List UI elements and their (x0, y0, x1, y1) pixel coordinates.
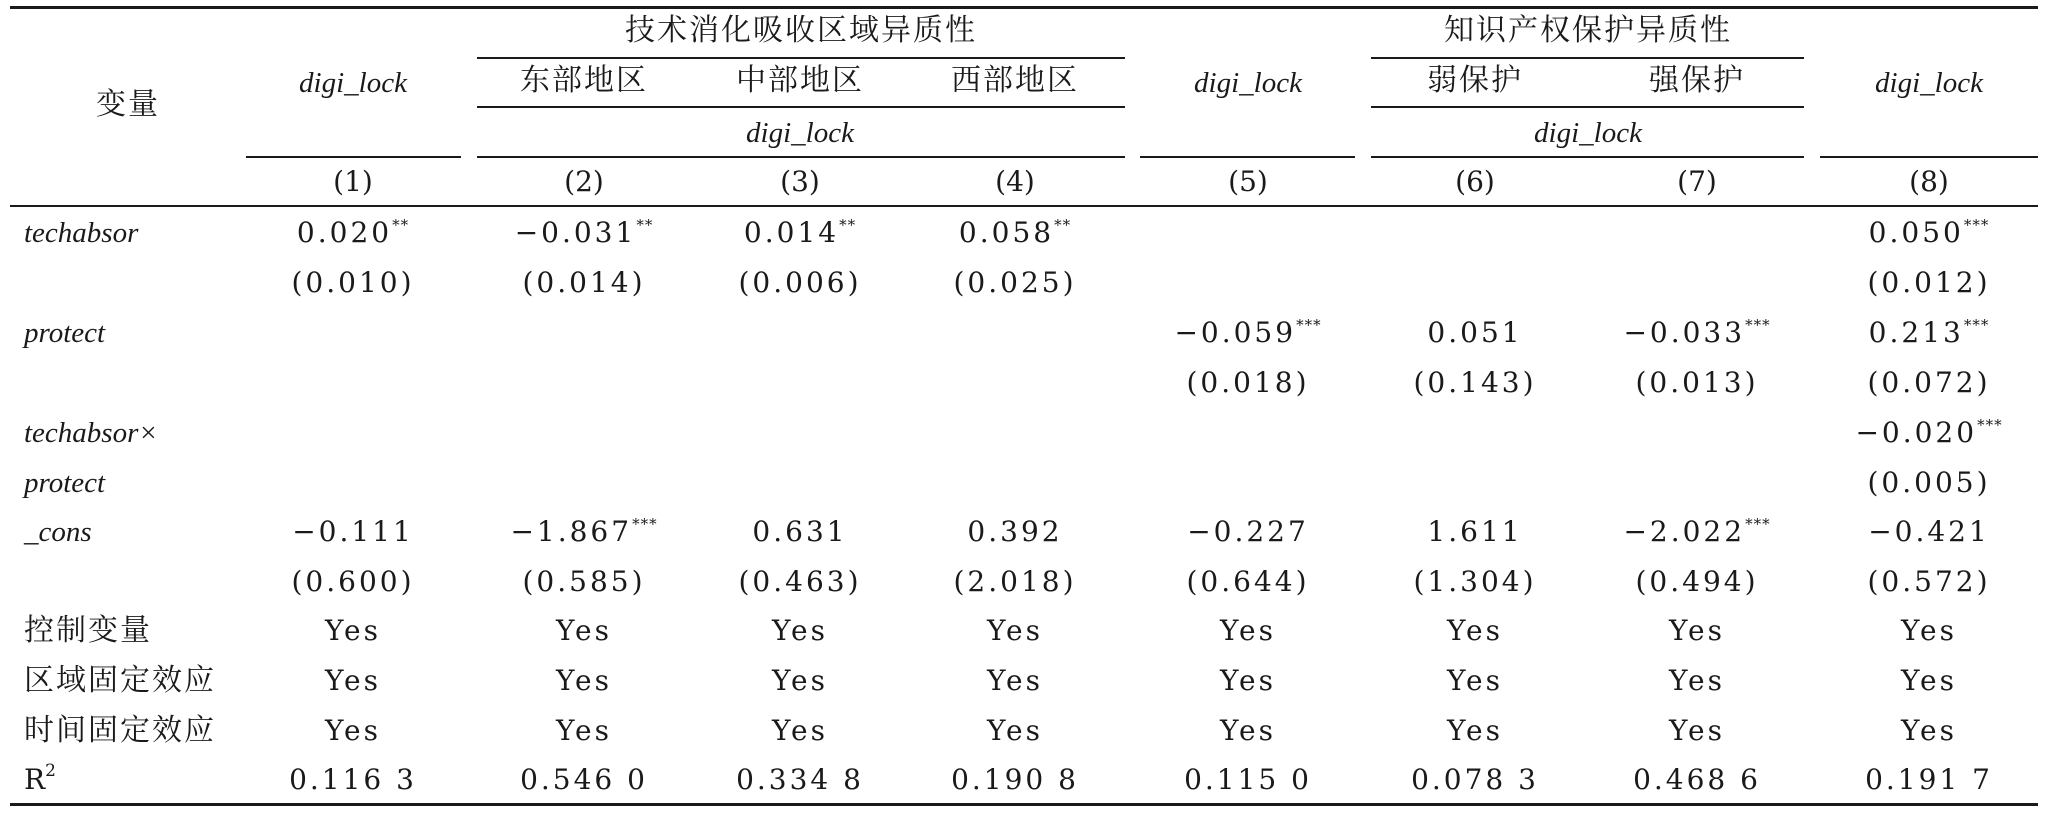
cell-value: 0.546 0 (520, 763, 648, 796)
significance-stars: *** (1977, 416, 2003, 434)
row-label-controls: 控制变量 (24, 613, 152, 648)
significance-stars: *** (632, 515, 658, 533)
cell-value: Yes (987, 714, 1043, 747)
cell-value: Yes (556, 664, 612, 697)
cell-value: −0.020 (1855, 416, 1978, 449)
coef-cell (1869, 216, 1990, 250)
coef-cell (1427, 316, 1522, 350)
col-number: (6) (1455, 165, 1495, 198)
r2-cell (736, 763, 864, 797)
cell-value: 0.020 (296, 216, 393, 249)
cell-value: Yes (325, 714, 381, 747)
yes-cell (987, 714, 1043, 748)
col5-dep-var: digi_lock (1194, 67, 1302, 99)
col-number: (7) (1677, 165, 1717, 198)
yes-cell (556, 714, 612, 748)
cell-value: (0.494) (1635, 565, 1759, 598)
group2-rule (1371, 57, 1804, 59)
cell-value: −0.421 (1868, 515, 1990, 548)
se-cell (1867, 266, 1990, 300)
cell-value: Yes (325, 614, 381, 647)
se-cell (291, 565, 414, 599)
cell-value: Yes (1447, 714, 1503, 747)
group1-rule (477, 57, 1125, 59)
cell-value: 0.190 8 (951, 763, 1079, 796)
yes-cell (1901, 614, 1957, 648)
cell-value: −0.111 (292, 515, 414, 548)
coef-cell (1868, 515, 1990, 549)
cell-value: Yes (1669, 664, 1725, 697)
r2-cell (951, 763, 1079, 797)
coef-cell (967, 515, 1062, 549)
col7-subheader: 强保护 (1649, 63, 1745, 98)
col2-subheader: 东部地区 (520, 63, 648, 98)
yes-cell (325, 714, 381, 748)
yes-cell (1447, 714, 1503, 748)
yes-cell (1669, 614, 1725, 648)
significance-stars: *** (1963, 316, 1990, 334)
col8-rule (1820, 156, 2038, 158)
cell-value: (0.010) (291, 266, 415, 299)
row-label-r2 (24, 763, 57, 797)
se-cell (738, 565, 861, 599)
cell-value: (0.600) (291, 565, 415, 598)
cell-value: Yes (1220, 614, 1276, 647)
group1-subrule (477, 106, 1125, 108)
bottom-rule (10, 803, 2038, 806)
cell-value: −0.031 (514, 216, 637, 249)
significance-stars: ** (636, 216, 654, 234)
coef-cell (1623, 316, 1770, 350)
cell-value: (0.006) (738, 266, 862, 299)
yes-cell (556, 614, 612, 648)
coef-cell (744, 216, 856, 250)
coef-cell (1187, 515, 1309, 549)
r2-cell (1184, 763, 1312, 797)
group1-colnum-rule (477, 156, 1125, 158)
row-label-region-fe: 区域固定效应 (24, 663, 216, 698)
significance-stars: *** (1296, 316, 1322, 334)
cell-value: Yes (987, 664, 1043, 697)
cell-value: (0.012) (1867, 266, 1991, 299)
coef-cell (752, 515, 847, 549)
cell-value: (0.072) (1867, 366, 1991, 399)
se-cell (522, 565, 645, 599)
cell-value: 0.468 6 (1633, 763, 1761, 796)
significance-stars: *** (1745, 515, 1771, 533)
cell-value: 0.051 (1427, 316, 1523, 349)
top-rule (10, 6, 2038, 9)
se-cell (738, 266, 861, 300)
yes-cell (1220, 614, 1276, 648)
se-cell (953, 565, 1076, 599)
col-number: (1) (333, 165, 373, 198)
col-number: (3) (780, 165, 820, 198)
cell-value: (0.005) (1867, 466, 1991, 499)
cell-value: Yes (1901, 714, 1957, 747)
cell-value: (0.585) (522, 565, 646, 598)
yes-cell (1901, 714, 1957, 748)
coef-cell (1427, 515, 1522, 549)
yes-cell (1447, 664, 1503, 698)
r2-cell (1865, 763, 1993, 797)
yes-cell (1669, 714, 1725, 748)
cell-value: 0.116 3 (289, 763, 417, 796)
coef-cell (1174, 316, 1321, 350)
group1-title: 技术消化吸收区域异质性 (625, 13, 977, 48)
se-cell (1635, 565, 1758, 599)
cell-value: −0.059 (1174, 316, 1297, 349)
row-label-time-fe: 时间固定效应 (24, 713, 216, 748)
row-label-interaction-cont: protect (24, 467, 106, 499)
group1-dep-var: digi_lock (746, 117, 854, 149)
cell-value: Yes (556, 614, 612, 647)
cell-value: −2.022 (1623, 515, 1746, 548)
cell-value: 0.392 (967, 515, 1063, 548)
se-cell (522, 266, 645, 300)
r2-cell (1633, 763, 1761, 797)
cell-value: 0.078 3 (1411, 763, 1539, 796)
r2-cell (1411, 763, 1539, 797)
cell-value: Yes (1669, 714, 1725, 747)
cell-value: 0.050 (1868, 216, 1964, 249)
cell-value: Yes (1669, 614, 1725, 647)
significance-stars: *** (1963, 216, 1990, 234)
yes-cell (987, 614, 1043, 648)
coef-cell (1855, 416, 2002, 450)
coef-cell (1869, 316, 1990, 350)
yes-cell (1669, 664, 1725, 698)
se-cell (1635, 366, 1758, 400)
cell-value: −1.867 (510, 515, 633, 548)
cell-value: Yes (772, 664, 828, 697)
se-cell (1413, 366, 1536, 400)
cell-value: Yes (1447, 614, 1503, 647)
yes-cell (772, 714, 828, 748)
col-number: (5) (1228, 165, 1268, 198)
header-bottom-rule (10, 205, 2038, 207)
col8-dep-var: digi_lock (1875, 67, 1983, 99)
col6-subheader: 弱保护 (1427, 63, 1523, 98)
yes-cell (1220, 714, 1276, 748)
cell-value: 0.191 7 (1865, 763, 1993, 796)
col3-subheader: 中部地区 (736, 63, 864, 98)
coef-cell (959, 216, 1071, 250)
se-cell (1867, 565, 1990, 599)
cell-value: Yes (772, 714, 828, 747)
cell-value: (0.018) (1186, 366, 1310, 399)
significance-stars: *** (1745, 316, 1771, 334)
se-cell (1867, 466, 1990, 500)
cell-value: Yes (1447, 664, 1503, 697)
yes-cell (1220, 664, 1276, 698)
col-number: (4) (995, 165, 1035, 198)
cell-value: Yes (1901, 614, 1957, 647)
cell-value: −0.033 (1623, 316, 1746, 349)
cell-value: 0.631 (752, 515, 848, 548)
row-label-protect: protect (24, 317, 106, 349)
cell-value: Yes (1220, 664, 1276, 697)
coef-cell (292, 515, 414, 549)
col1-dep-var: digi_lock (299, 67, 407, 99)
se-cell (1186, 565, 1309, 599)
row-label-cons: _cons (24, 516, 92, 548)
se-cell (1186, 366, 1309, 400)
cell-value: (0.013) (1635, 366, 1759, 399)
cell-value: (0.572) (1867, 565, 1991, 598)
yes-cell (1447, 614, 1503, 648)
se-cell (1867, 366, 1990, 400)
coef-cell (515, 216, 654, 250)
significance-stars: ** (392, 216, 410, 234)
yes-cell (1901, 664, 1957, 698)
col1-rule (246, 156, 461, 158)
col5-rule (1140, 156, 1355, 158)
yes-cell (325, 614, 381, 648)
cell-value: Yes (325, 664, 381, 697)
cell-value: 0.334 8 (736, 763, 864, 796)
yes-cell (772, 664, 828, 698)
yes-cell (556, 664, 612, 698)
col4-subheader: 西部地区 (951, 63, 1079, 98)
yes-cell (772, 614, 828, 648)
r2-superscript: 2 (45, 761, 57, 781)
cell-value: (0.143) (1413, 366, 1537, 399)
col-number: (2) (564, 165, 604, 198)
cell-value: Yes (1901, 664, 1957, 697)
r2-base: R (24, 763, 46, 796)
coef-cell (297, 216, 409, 250)
group2-title: 知识产权保护异质性 (1444, 13, 1732, 48)
yes-cell (325, 664, 381, 698)
row-label-techabsor: techabsor (24, 217, 139, 249)
row-label-interaction: techabsor× (24, 417, 158, 449)
cell-value: (0.644) (1186, 565, 1310, 598)
r2-cell (289, 763, 417, 797)
cell-value: (1.304) (1413, 565, 1537, 598)
cell-value: Yes (556, 714, 612, 747)
cell-value: 1.611 (1427, 515, 1523, 548)
cell-value: (0.025) (953, 266, 1077, 299)
significance-stars: ** (839, 216, 857, 234)
yes-cell (987, 664, 1043, 698)
group2-subrule (1371, 106, 1804, 108)
cell-value: 0.014 (743, 216, 840, 249)
significance-stars: ** (1054, 216, 1072, 234)
cell-value: Yes (772, 614, 828, 647)
cell-value: Yes (1220, 714, 1276, 747)
cell-value: 0.213 (1868, 316, 1964, 349)
cell-value: Yes (987, 614, 1043, 647)
se-cell (291, 266, 414, 300)
cell-value: −0.227 (1187, 515, 1309, 548)
group2-dep-var: digi_lock (1534, 117, 1642, 149)
cell-value: 0.058 (958, 216, 1055, 249)
cell-value: (0.463) (738, 565, 862, 598)
coef-cell (510, 515, 657, 549)
col-number: (8) (1909, 165, 1949, 198)
se-cell (953, 266, 1076, 300)
cell-value: (0.014) (522, 266, 646, 299)
se-cell (1413, 565, 1536, 599)
cell-value: 0.115 0 (1184, 763, 1312, 796)
r2-cell (520, 763, 648, 797)
cell-value: (2.018) (953, 565, 1077, 598)
variable-header: 变量 (96, 87, 160, 122)
group2-colnum-rule (1371, 156, 1804, 158)
coef-cell (1623, 515, 1770, 549)
